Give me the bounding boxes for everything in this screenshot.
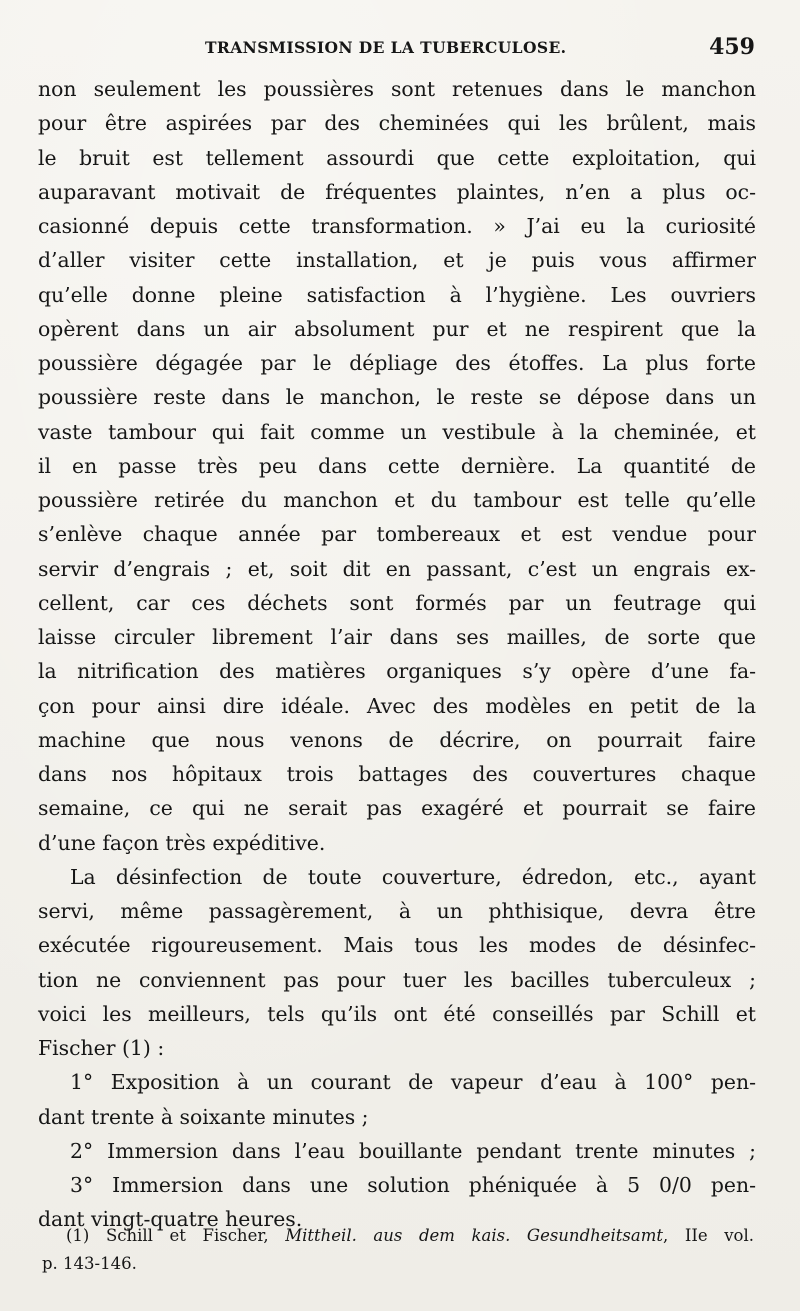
text-line: la nitrification des matières organiques s’y opère d’une fa-: [38, 659, 756, 684]
text-line: casionné depuis cette transformation. » J’ai eu la curiosité: [38, 214, 756, 238]
text-line: exécutée rigoureusement. Mais tous les modes de désinfec-: [38, 933, 756, 958]
text-line: Fischer (1) :: [38, 1036, 165, 1060]
page-header: [0, 34, 800, 64]
text-line: non seulement les poussières sont retenues dans le manchon: [38, 77, 756, 101]
body-text: [38, 72, 756, 1237]
text-line: cellent, car ces déchets sont formés par un feutrage qui: [38, 590, 756, 615]
text-line: auparavant motivait de fréquentes plaintes, n’en a plus oc-: [38, 179, 756, 204]
text-line: d’une façon très expéditive.: [38, 830, 326, 855]
text-line: le bruit est tellement assourdi que cette exploitation, qui: [38, 145, 756, 170]
footnote-line: [42, 1222, 754, 1250]
footnote-suffix: , IIe vol.: [663, 1226, 754, 1245]
text-line: dans nos hôpitaux trois battages des couvertures chaque: [38, 762, 756, 786]
page-number: 459: [709, 34, 755, 60]
text-line: d’aller visiter cette installation, et je puis vous affirmer: [38, 248, 756, 273]
text-line: çon pour ainsi dire idéale. Avec des modèles en petit de la: [38, 693, 756, 718]
text-line: pour être aspirées par des cheminées qui les brûlent, mais: [38, 111, 756, 136]
text-line: laisse circuler librement l’air dans ses mailles, de sorte que: [38, 625, 756, 649]
text-line: il en passe très peu dans cette dernière. La quantité de: [38, 453, 756, 478]
text-line: poussière reste dans le manchon, le reste se dépose dans un: [38, 385, 756, 410]
text-line: semaine, ce qui ne serait pas exagéré et pourrait se faire: [38, 796, 756, 821]
text-line: opèrent dans un air absolument pur et ne respirent que la: [38, 316, 756, 341]
footnote-title: Mittheil. aus dem kais. Gesundheitsamt: [285, 1226, 664, 1245]
text-line: tion ne conviennent pas pour tuer les bacilles tuberculeux ;: [38, 967, 756, 992]
text-line: poussière retirée du manchon et du tambour est telle qu’elle: [38, 488, 756, 512]
text-line: vaste tambour qui fait comme un vestibule à la cheminée, et: [38, 419, 756, 444]
text-line: dant trente à soixante minutes ;: [38, 1104, 369, 1129]
text-line: servi, même passagèrement, à un phthisique, devra être: [38, 899, 756, 923]
footnote-prefix: (1) Schill et Fischer,: [66, 1226, 286, 1245]
list-item: 3° Immersion dans une solution phéniquée à 5 0/0 pen-: [70, 1173, 756, 1197]
text-line: servir d’engrais ; et, soit dit en passant, c’est un engrais ex-: [38, 556, 756, 581]
list-item: 2° Immersion dans l’eau bouillante pendant trente minutes ;: [70, 1138, 756, 1163]
text-line: poussière dégagée par le dépliage des étoffes. La plus forte: [38, 351, 756, 375]
text-line: qu’elle donne pleine satisfaction à l’hygiène. Les ouvriers: [38, 282, 756, 307]
text-line: dant vingt-quatre heures.: [38, 1207, 303, 1232]
text-line: La désinfection de toute couverture, édredon, etc., ayant: [70, 864, 756, 889]
text-line: s’enlève chaque année par tombereaux et est vendue pour: [38, 522, 756, 547]
text-line: voici les meilleurs, tels qu’ils ont été conseillés par Schill et: [38, 1001, 756, 1026]
footnote: [42, 1222, 754, 1278]
footnote-line: p. 143-146.: [42, 1254, 137, 1273]
running-title: TRANSMISSION DE LA TUBERCULOSE.: [205, 38, 567, 57]
text-line: machine que nous venons de décrire, on pourrait faire: [38, 727, 756, 752]
list-item: 1° Exposition à un courant de vapeur d’eau à 100° pen-: [70, 1070, 756, 1095]
